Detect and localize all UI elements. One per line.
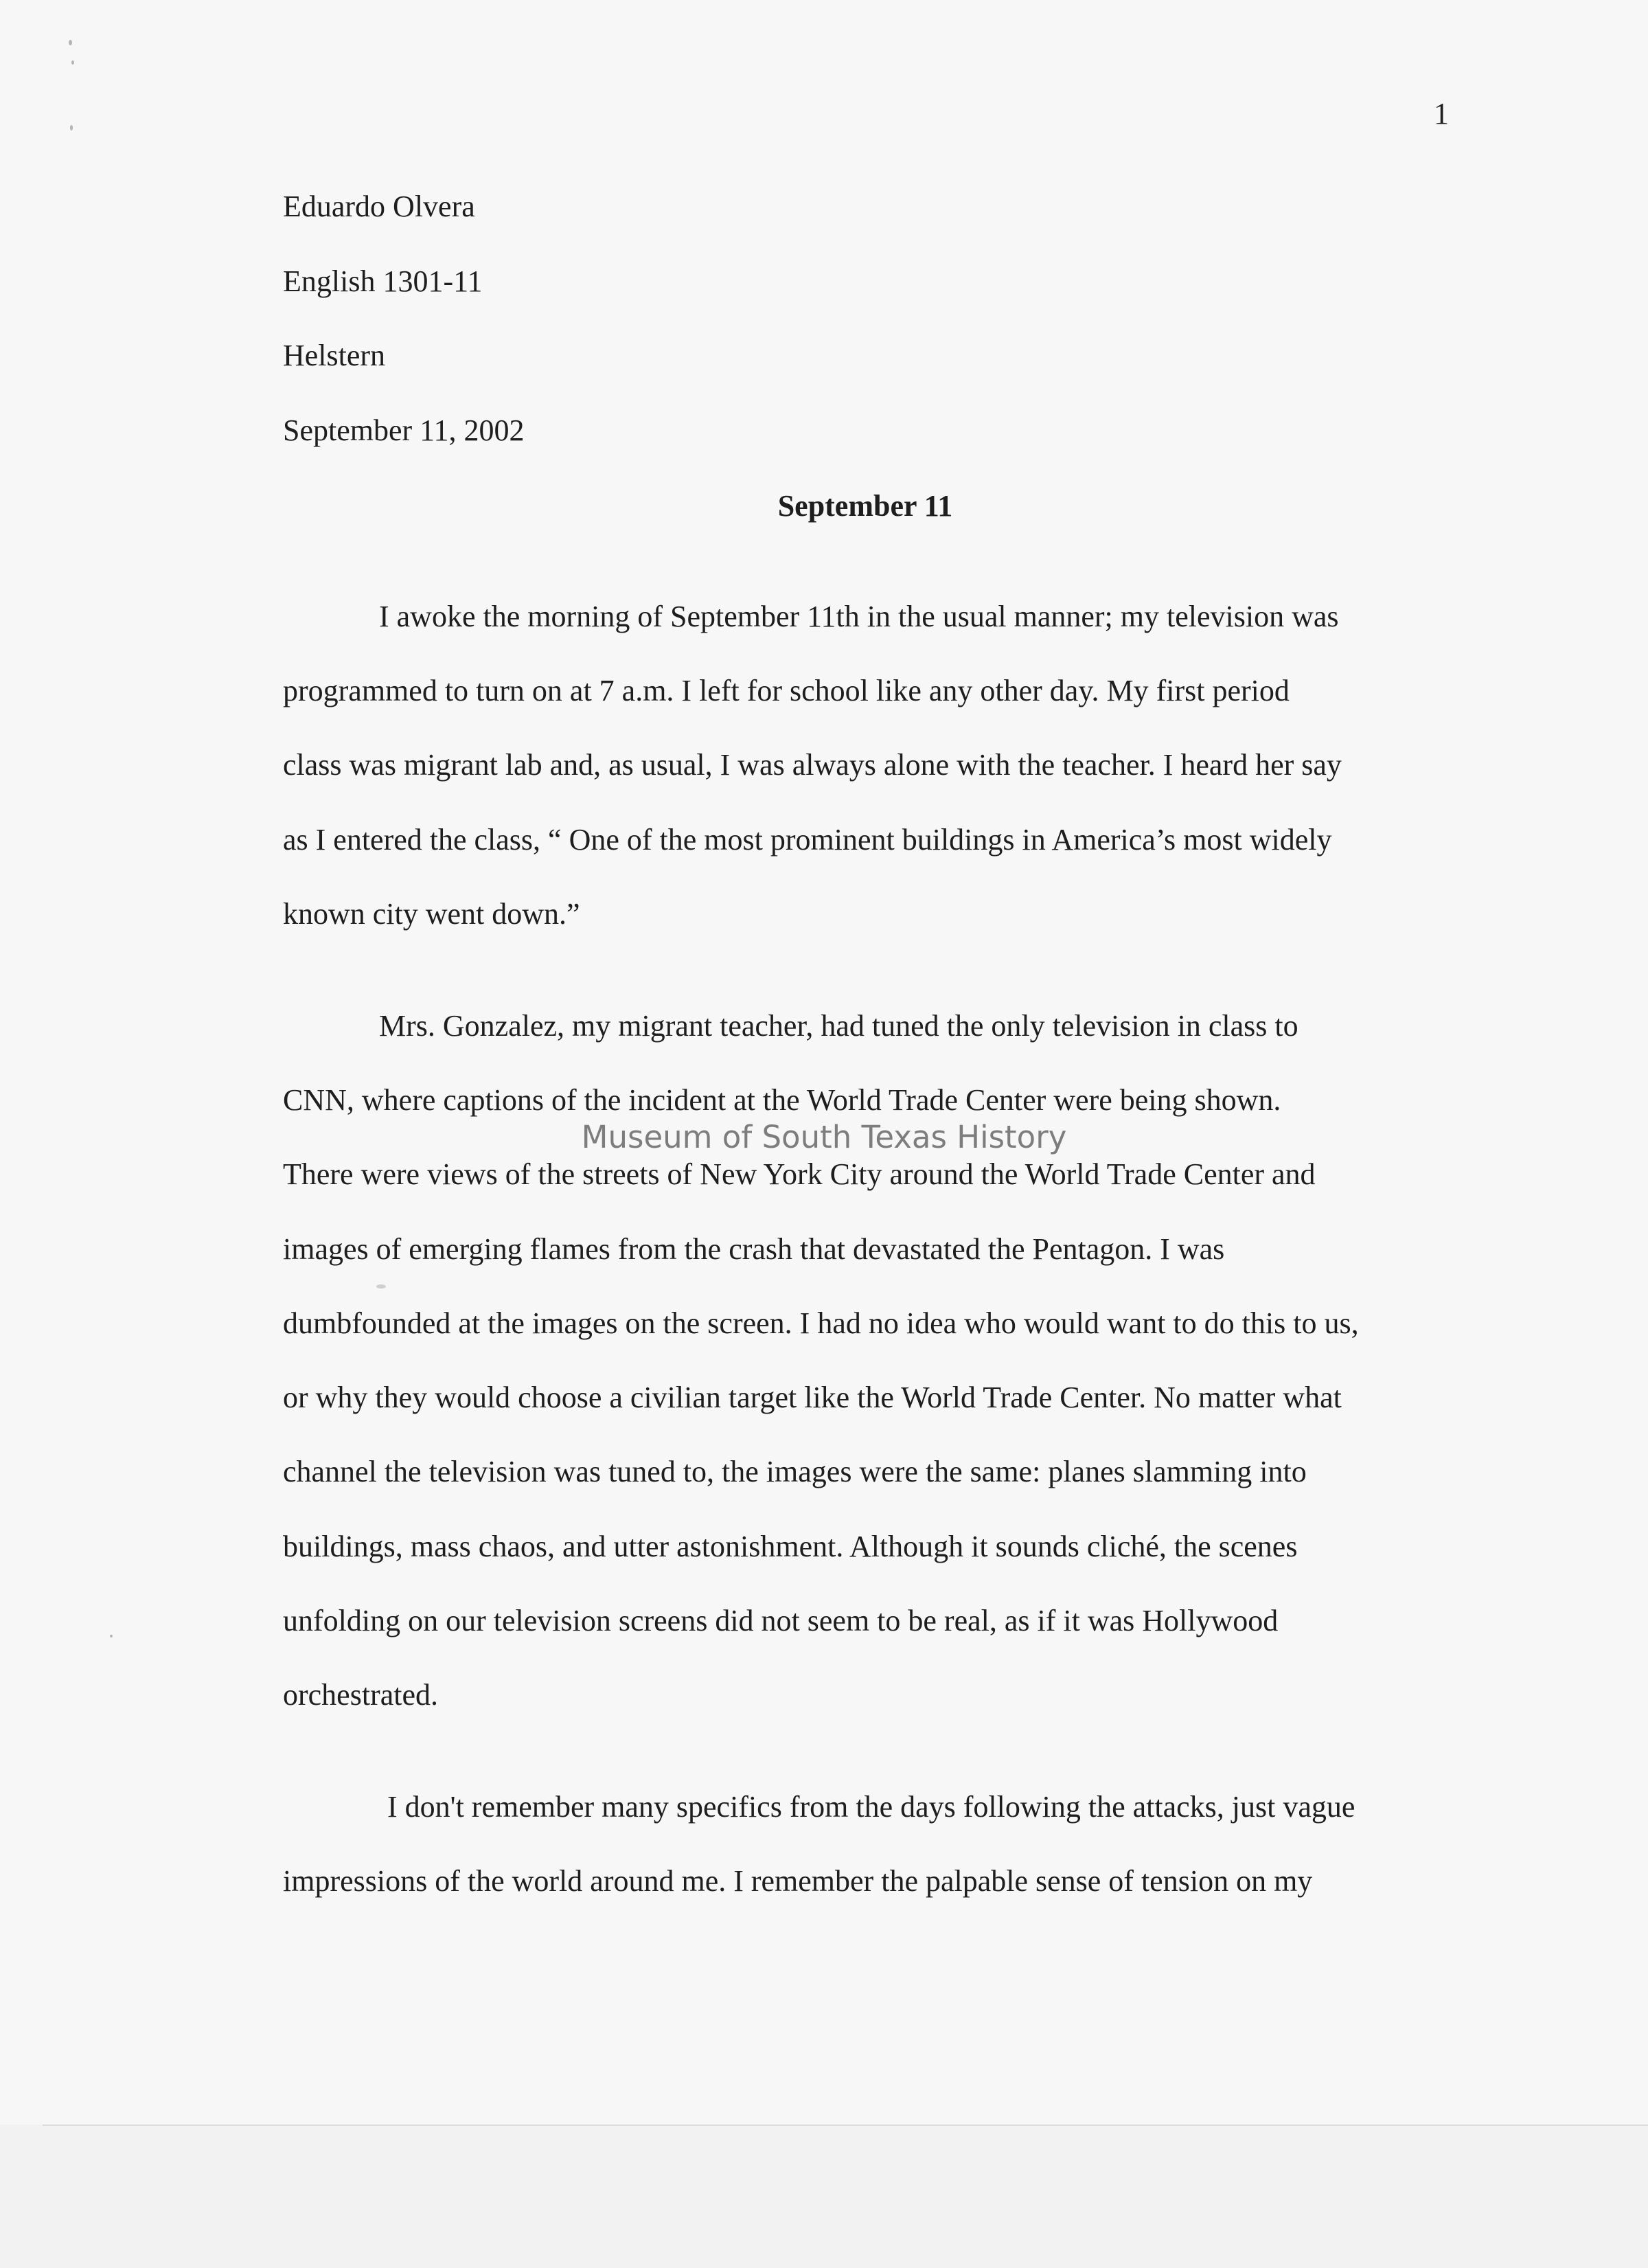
museum-watermark: Museum of South Texas History bbox=[581, 1119, 1067, 1155]
body-line: buildings, mass chaos, and utter astonishment. Although it sounds cliché, the scenes bbox=[283, 1530, 1298, 1563]
body-line: unfolding on our television screens did not seem to be real, as if it was Hollywood bbox=[283, 1604, 1279, 1637]
body-line: class was migrant lab and, as usual, I was always alone with the teacher. I heard her say bbox=[283, 748, 1342, 782]
body-line: orchestrated. bbox=[283, 1678, 438, 1712]
body-line: impressions of the world around me. I remember the palpable sense of tension on my bbox=[283, 1864, 1313, 1898]
course-name: English 1301-11 bbox=[283, 264, 483, 298]
essay-title: September 11 bbox=[777, 489, 953, 523]
body-line: dumbfounded at the images on the screen. I had no idea who would want to do this to us, bbox=[283, 1306, 1359, 1340]
body-line: programmed to turn on at 7 a.m. I left for school like any other day. My first period bbox=[283, 674, 1290, 707]
body-line: or why they would choose a civilian target like the World Trade Center. No matter what bbox=[283, 1381, 1342, 1414]
page-number: 1 bbox=[1434, 97, 1449, 131]
page-edge bbox=[43, 2124, 1648, 2126]
body-line: I don't remember many specifics from the days following the attacks, just vague bbox=[387, 1790, 1355, 1824]
instructor-name: Helstern bbox=[283, 339, 386, 372]
scan-speck bbox=[70, 125, 73, 131]
body-line: CNN, where captions of the incident at the World Trade Center were being shown. bbox=[283, 1083, 1281, 1117]
essay-date: September 11, 2002 bbox=[283, 413, 525, 447]
scan-speck bbox=[376, 1284, 386, 1289]
body-line: Mrs. Gonzalez, my migrant teacher, had tuned the only television in class to bbox=[379, 1009, 1298, 1043]
body-line: I awoke the morning of September 11th in the usual manner; my television was bbox=[379, 600, 1339, 633]
scan-speck bbox=[71, 60, 74, 65]
body-line: There were views of the streets of New York City around the World Trade Center and bbox=[283, 1157, 1316, 1191]
body-line: images of emerging flames from the crash that devastated the Pentagon. I was bbox=[283, 1232, 1225, 1266]
body-line: as I entered the class, “ One of the most prominent buildings in America’s most widely bbox=[283, 823, 1332, 857]
body-line: known city went down.” bbox=[283, 897, 580, 931]
author-name: Eduardo Olvera bbox=[283, 190, 475, 223]
scan-speck bbox=[110, 1635, 113, 1637]
scan-speck bbox=[69, 40, 72, 45]
body-line: channel the television was tuned to, the images were the same: planes slamming into bbox=[283, 1455, 1307, 1488]
